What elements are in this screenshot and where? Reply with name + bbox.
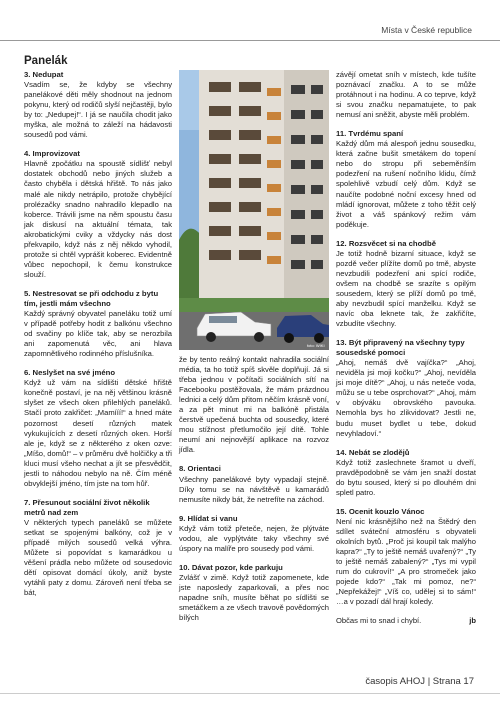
paragraph: Není nic krásnějšího než na Štědrý den sdílet sváteční atmosféru s obyvateli okolních bytů. „Proč jsi koupil tak malýho kapra?“ „Ty to ještě nemáš uvařený?“ „Ty to ještě nemáš zabalený?“ „Tys mi vypil rum do cukroví!“ „A pro stromeček jako pojede kdo?“ „Tak mi pomoz, ne?“ „Nepřekážej!“ „Víš co, udělej si to sám!“ …a v pozadí dál hrají koledy. xyxy=(336,516,476,607)
item-7 xyxy=(24,498,172,598)
page-title: Panelák xyxy=(24,55,68,67)
header-divider xyxy=(0,40,500,41)
heading: 7. Přesunout sociální život několik metrů nad zem xyxy=(24,497,150,517)
continuation xyxy=(336,70,476,120)
section-label: Místa v České republice xyxy=(381,25,472,35)
page-footer: časopis AHOJ | Strana 17 xyxy=(365,676,474,687)
paragraph: Hlavně zpočátku na spoustě sídlišť nebyl dostatek obchodů nebo jiných služeb a často chyběla i dětská hřiště. To nás jako malé ale nikdy netrápilo, protože chybějící prolézačky snadno nahradilo klepadlo na koberce. Trávili jsme na něm spoustu času jak diskusí na aktuální témata, tak akrobatickými cviky a vždycky nás dost překvapilo, když nás z něj někdo vyhodil, protože si chtěl vyprášit koberec. Evidentně vůbec nepochopil, k čemu konstrukce slouží. xyxy=(24,159,172,279)
text-column-2 xyxy=(179,355,329,623)
paragraph: Vsadím se, že kdyby se všechny panelákové děti měly shodnout na jednom pokynu, který od rodičů slyší nejčastěji, bylo by to: „Nedupej!“. I já se naučila chodit jako myška, ale možná to záleží na hádavosti sousedů pod vámi. xyxy=(24,80,172,140)
signoff-text: Občas mi to snad i chybí. xyxy=(336,616,422,626)
heading: 15. Ocenit kouzlo Vánoc xyxy=(336,506,425,516)
paragraph: Zvlášť v zimě. Když totiž zapomenete, kde jste naposledy zaparkovali, a přes noc napadne sníh, musíte běhat po sídlišti se smetáčkem a ze všech travově povědomých bílých xyxy=(179,572,329,623)
panel-building-photo xyxy=(179,70,329,350)
item-10 xyxy=(179,563,329,623)
heading: 10. Dávat pozor, kde parkuju xyxy=(179,562,283,572)
heading: 12. Rozsvěcet si na chodbě xyxy=(336,238,436,248)
item-9 xyxy=(179,514,329,554)
paragraph: Všechny panelákové byty vypadají stejně. Díky tomu se na návštěvě u kamarádů nemusíte nikdy bát, že netrefíte na záchod. xyxy=(179,474,329,504)
paragraph: V některých typech paneláků se můžete setkat se spojenými balkóny, což je v případě milých sousedů velká výhra. Můžete si popovídat s kamarádkou u věšení prádla nebo můžete od sousedovic dětí opisovat domácí úkoly, aniž byste vytáhli paty z domu. Zároveň není třeba se bát, xyxy=(24,517,172,598)
author-initials: jb xyxy=(469,616,476,626)
item-12 xyxy=(336,239,476,329)
item-5 xyxy=(24,289,172,359)
heading: 14. Nebát se zlodějů xyxy=(336,447,410,457)
item-14 xyxy=(336,448,476,498)
item-3 xyxy=(24,70,172,140)
building-illustration xyxy=(179,70,329,350)
footer-divider xyxy=(0,693,500,694)
heading: 9. Hlídat si vanu xyxy=(179,513,238,523)
paragraph: závějí ometat sníh v místech, kde tušíte poznávací značku. A to se může protáhnout i na hodinu. A co teprve, když si svou značku nepamatujete, to pak nemusí ani sněžit, abyste měli problém. xyxy=(336,70,476,120)
item-11 xyxy=(336,129,476,229)
item-15 xyxy=(336,507,476,607)
paragraph: „Ahoj, nemáš dvě vajíčka?“ „Ahoj, neviděla jsi moji kočku?“ „Ahoj, nevíděla jsi moje dítě?“ „Ahoj, u nás neteče voda, můžu se u tebe osprchovat?“ „Ahoj, mám v obýváku obrovského pavouka. Nemohla bys ho zlikvidovat? Jestli ne, budu muset bydlet u tebe, dokud nevyhladoví.“ xyxy=(336,358,476,438)
item-13 xyxy=(336,338,476,438)
heading: 5. Nestresovat se při odchodu z bytu tím, jestli mám všechno xyxy=(24,288,159,308)
signoff xyxy=(336,616,476,626)
heading: 3. Nedupat xyxy=(24,70,64,79)
paragraph: Je totiž hodně bizarní situace, když se pozdě večer plížíte domů po tmě, abyste nevzbudili podezření ani spící rodiče, ovšem na chodbě se srazíte s opilým sousedem, který se plíží domů po tmě, aby nevzbudil spící manželku. Když se navíc oba leknete tak, že zakřičíte, vzbudíte všechny. xyxy=(336,248,476,329)
heading: 4. Improvizovat xyxy=(24,149,80,159)
heading: 13. Být připravený na všechny typy sousedské pomoci xyxy=(336,338,465,358)
paragraph: Každý dům má alespoň jednu sousedku, která začne bušit smetákem do topení nebo do stropu při sebeměnším podezření na rušení nočního klidu, čímž spolehlivě vzbudí celý dům. Když se naučíte podobné noční excesy hned od mládí ignorovat, můžete z toho těžit celý život a váš spánkový režim vám poděkuje. xyxy=(336,139,476,229)
paragraph: že by tento reálný kontakt nahradila sociální média, ta ho totiž spíš skvěle doplňují. Já si třeba jednou v počítači sociálních sítí na Facebooku postěžovala, že mám prázdnou lednici a celý dům přitom něčím krásně voní, a za pět minut mi na balkóně přistála čerstvě upečená buchta od sousedky, které mou stížnost přetlumočilo její dítě. Tohle neumí ani nejnovější aplikace na rozvoz jídla. xyxy=(179,355,329,455)
paragraph: Když vám totiž přeteče, nejen, že plýtváte vodou, ale vyplýtváte taky všechny své úspory na malíře pro sousedy pod vámi. xyxy=(179,523,329,553)
photo-credit: foto: WIKI xyxy=(307,343,325,348)
paragraph: Každý správný obyvatel paneláku totiž umí v případě potřeby hodit z balkónu všechno od svačiny po klíče tak, aby se nerozbila ani zapomenutá věc, ani hlava zapomnětlivého rodinného příslušníka. xyxy=(24,309,172,359)
continuation xyxy=(179,355,329,455)
heading: 6. Neslyšet na své jméno xyxy=(24,368,116,378)
heading: 8. Orientaci xyxy=(179,464,221,474)
paragraph: Když už vám na sídlišti dětské hřiště konečně postaví, je na něj většinou krásně slyšet ze všech oken přilehlých paneláků. Stačí proto zakřičet: „Mamííí!“ a hned máte pozornost desetí různých matek vykukujících z desetí různých oken. Horší ale je, když se z některého z oken ozve: „Míšo, domů!“ – v průměru dvě holčičky a tři kluci musí všeho nechat a jít se přesvědčit, jestli to náhodou nebylo na ně. Čím méně obvyklejší jméno, tím jste na tom hůř. xyxy=(24,378,172,488)
item-6 xyxy=(24,368,172,489)
text-column-3 xyxy=(336,70,476,626)
heading: 11. Tvrdému spaní xyxy=(336,129,404,139)
paragraph: Když totiž zaslechnete šramot u dveří, pravděpodobně se vám jen snaží dostat do bytu soused, který si po dlouhém dni spletl patro. xyxy=(336,457,476,497)
item-4 xyxy=(24,149,172,280)
item-8 xyxy=(179,464,329,504)
text-column-1 xyxy=(24,70,172,598)
